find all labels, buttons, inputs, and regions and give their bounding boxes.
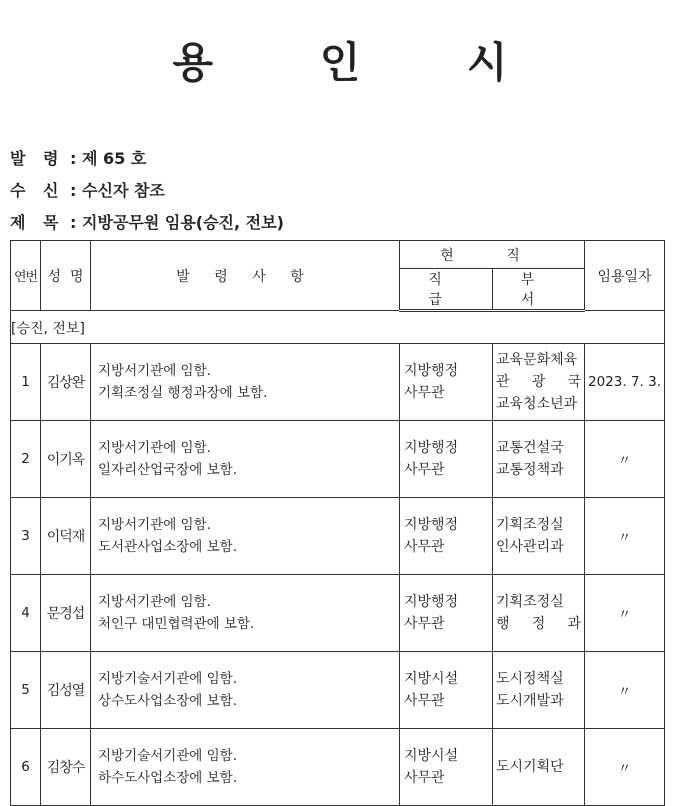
rank-line: 사무관 <box>404 770 445 786</box>
row-num: 6 <box>11 729 41 806</box>
header-num: 연번 <box>11 241 41 311</box>
row-name: 김창수 <box>41 729 91 806</box>
meta-order-number: 발 령 : 제 65 호 <box>10 149 147 168</box>
row-date: 〃 <box>585 498 665 575</box>
header-action: 발 령 사 항 <box>91 241 400 311</box>
action-line: 지방서기관에 임함. <box>98 594 211 610</box>
appointment-table <box>10 240 665 806</box>
action-line: 도서관사업소장에 보함. <box>98 539 237 555</box>
meta-value: 지방공무원 임용(승진, 전보) <box>82 213 284 232</box>
row-name: 김성열 <box>41 652 91 729</box>
row-action <box>91 729 400 806</box>
header-rank: 직 급 <box>400 269 493 311</box>
dept-line: 기획조정실 <box>496 594 564 610</box>
action-line: 지방서기관에 임함. <box>98 363 211 379</box>
row-dept <box>493 421 585 498</box>
meta-value: 제 65 호 <box>82 149 147 168</box>
action-line: 기획조정실 행정과장에 보함. <box>98 385 268 401</box>
row-date: 〃 <box>585 421 665 498</box>
dept-line: 관 광 국 <box>496 374 581 390</box>
row-rank <box>400 652 493 729</box>
row-num: 5 <box>11 652 41 729</box>
meta-recipient: 수 신 : 수신자 참조 <box>10 181 165 200</box>
row-dept <box>493 575 585 652</box>
rank-line: 사무관 <box>404 616 445 632</box>
action-line: 하수도사업소장에 보함. <box>98 770 237 786</box>
rank-line: 지방시설 <box>404 671 459 687</box>
row-action <box>91 344 400 421</box>
action-line: 일자리산업국장에 보함. <box>98 462 237 478</box>
row-action <box>91 652 400 729</box>
rank-line: 지방시설 <box>404 748 459 764</box>
row-date: 〃 <box>585 652 665 729</box>
table-row <box>11 421 665 498</box>
section-label: [승진, 전보] <box>11 311 665 344</box>
dept-line: 교육문화체육 <box>496 352 578 368</box>
table-row <box>11 344 665 421</box>
rank-line: 사무관 <box>404 693 445 709</box>
dept-line: 도시개발과 <box>496 693 564 709</box>
rank-line: 사무관 <box>404 462 445 478</box>
row-name: 김상완 <box>41 344 91 421</box>
row-date: 2023. 7. 3. <box>585 344 665 421</box>
meta-label: 발 령 <box>10 149 65 168</box>
dept-line: 행 정 과 <box>496 616 581 632</box>
row-rank <box>400 344 493 421</box>
action-line: 처인구 대민협력관에 보함. <box>98 616 255 632</box>
action-line: 지방기술서기관에 임함. <box>98 748 237 764</box>
row-num: 1 <box>11 344 41 421</box>
dept-line: 교통정책과 <box>496 462 564 478</box>
row-dept <box>493 498 585 575</box>
table-row <box>11 729 665 806</box>
rank-line: 사무관 <box>404 385 445 401</box>
row-action <box>91 498 400 575</box>
row-dept <box>493 652 585 729</box>
header-department: 부 서 <box>493 269 585 311</box>
meta-label: 제 목 <box>10 213 65 232</box>
row-num: 3 <box>11 498 41 575</box>
dept-line: 교통건설국 <box>496 440 564 456</box>
header-appointment-date: 임용일자 <box>585 241 665 311</box>
dept-line: 도시정책실 <box>496 671 564 687</box>
row-num: 4 <box>11 575 41 652</box>
row-rank <box>400 421 493 498</box>
dept-line: 기획조정실 <box>496 517 564 533</box>
meta-label: 수 신 <box>10 181 65 200</box>
table-row <box>11 652 665 729</box>
header-name: 성 명 <box>41 241 91 311</box>
row-name: 이덕재 <box>41 498 91 575</box>
table-row <box>11 575 665 652</box>
action-line: 지방기술서기관에 임함. <box>98 671 237 687</box>
rank-line: 지방행정 <box>404 440 459 456</box>
rank-line: 사무관 <box>404 539 445 555</box>
action-line: 상수도사업소장에 보함. <box>98 693 237 709</box>
dept-line: 인사관리과 <box>496 539 564 555</box>
row-dept <box>493 344 585 421</box>
row-rank <box>400 729 493 806</box>
row-num: 2 <box>11 421 41 498</box>
row-date: 〃 <box>585 729 665 806</box>
row-date: 〃 <box>585 575 665 652</box>
meta-value: 수신자 참조 <box>82 181 165 200</box>
row-dept <box>493 729 585 806</box>
meta-subject: 제 목 : 지방공무원 임용(승진, 전보) <box>10 213 284 232</box>
document-title: 용 인 시 <box>172 38 554 87</box>
rank-line: 지방행정 <box>404 363 459 379</box>
action-line: 지방서기관에 임함. <box>98 517 211 533</box>
rank-line: 지방행정 <box>404 517 459 533</box>
row-name: 이기옥 <box>41 421 91 498</box>
row-action <box>91 421 400 498</box>
dept-line: 도시기획단 <box>496 759 564 775</box>
row-rank <box>400 575 493 652</box>
row-name: 문경섭 <box>41 575 91 652</box>
row-rank <box>400 498 493 575</box>
action-line: 지방서기관에 임함. <box>98 440 211 456</box>
dept-line: 교육청소년과 <box>496 396 578 412</box>
rank-line: 지방행정 <box>404 594 459 610</box>
row-action <box>91 575 400 652</box>
header-current-position: 현 직 <box>400 241 585 269</box>
table-row <box>11 498 665 575</box>
